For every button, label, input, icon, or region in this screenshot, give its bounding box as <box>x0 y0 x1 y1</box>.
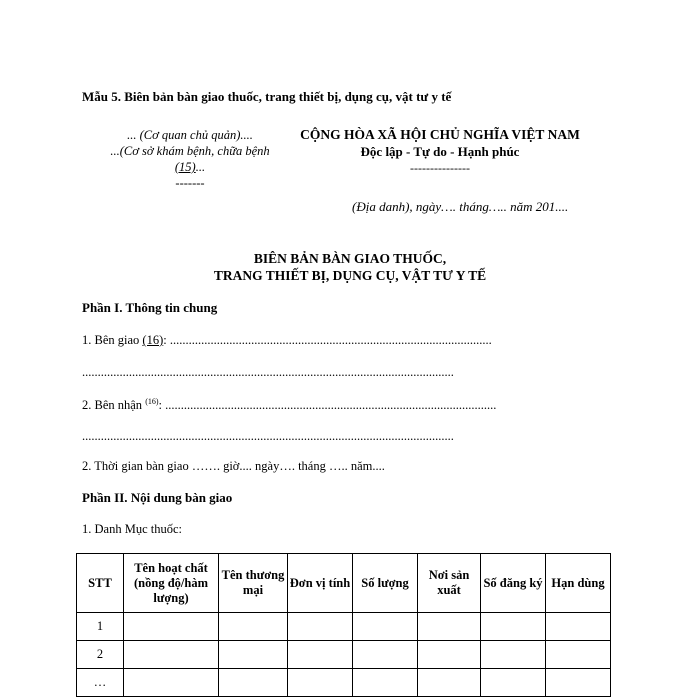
row-number: 1 <box>77 613 124 641</box>
row-number: … <box>77 669 124 697</box>
medicine-table <box>76 553 611 697</box>
part2-heading: Phần II. Nội dung bàn giao <box>82 490 233 505</box>
left-header: ... (Cơ quan chủ quản).... ...(Cơ sở khám bệnh, chữa bệnh (15)... ------- <box>95 127 285 191</box>
national-header <box>290 126 590 177</box>
table-row <box>77 613 611 641</box>
facility-name: ...(Cơ sở khám bệnh, chữa bệnh <box>110 144 270 158</box>
national-title: CỘNG HÒA XÃ HỘI CHỦ NGHĨA VIỆT NAM <box>300 127 580 142</box>
table-row <box>77 669 611 697</box>
left-rule: ------- <box>175 176 205 190</box>
document-title-line2: TRANG THIẾT BỊ, DỤNG CỤ, VẬT TƯ Y TẾ <box>213 268 487 283</box>
col-stt: STT <box>77 554 124 613</box>
document-title <box>0 250 700 284</box>
right-rule: --------------- <box>410 161 470 175</box>
col-expiry: Hạn dùng <box>546 554 611 613</box>
governing-agency: ... (Cơ quan chủ quản).... <box>127 128 253 142</box>
part1-heading: Phần I. Thông tin chung <box>82 300 218 315</box>
col-registration-no: Số đăng ký <box>481 554 546 613</box>
receiving-party-field: 2. Bên nhận $^{(16)}$: .......................................................................................................... <box>82 397 497 413</box>
medicine-list-heading: 1. Danh Mục thuốc: <box>82 522 182 536</box>
receiving-party-continuation: ....................................................................................................................... <box>82 429 454 443</box>
row-number: 2 <box>77 641 124 669</box>
footnote-ref-16: (16) <box>142 333 164 347</box>
handover-party-field: 1. Bên giao (16): ....................................................................................................... <box>82 333 492 347</box>
col-quantity: Số lượng <box>353 554 418 613</box>
col-unit: Đơn vị tính <box>288 554 353 613</box>
date-line: (Địa danh), ngày…. tháng….. năm 201.... <box>352 199 569 214</box>
col-manufacturer: Nơi sản xuất <box>418 554 481 613</box>
document-title-line1: BIÊN BẢN BÀN GIAO THUỐC, <box>253 251 447 266</box>
table-row <box>77 641 611 669</box>
handover-time-field: 2. Thời gian bàn giao ……. giờ.... ngày…. tháng ….. năm.... <box>82 459 385 473</box>
col-active-ingredient: Tên hoạt chất (nồng độ/hàm lượng) <box>124 554 219 613</box>
form-label: Mẫu 5. Biên bản bàn giao thuốc, trang thiết bị, dụng cụ, vật tư y tế <box>82 89 452 104</box>
footnote-ref-15: (15) <box>174 160 196 174</box>
handover-party-continuation: ....................................................................................................................... <box>82 365 454 379</box>
footnote-ref-16-sup: (16) <box>145 397 159 406</box>
national-motto: Độc lập - Tự do - Hạnh phúc <box>360 144 520 159</box>
table-header-row <box>77 554 611 613</box>
col-trade-name: Tên thương mại <box>219 554 288 613</box>
